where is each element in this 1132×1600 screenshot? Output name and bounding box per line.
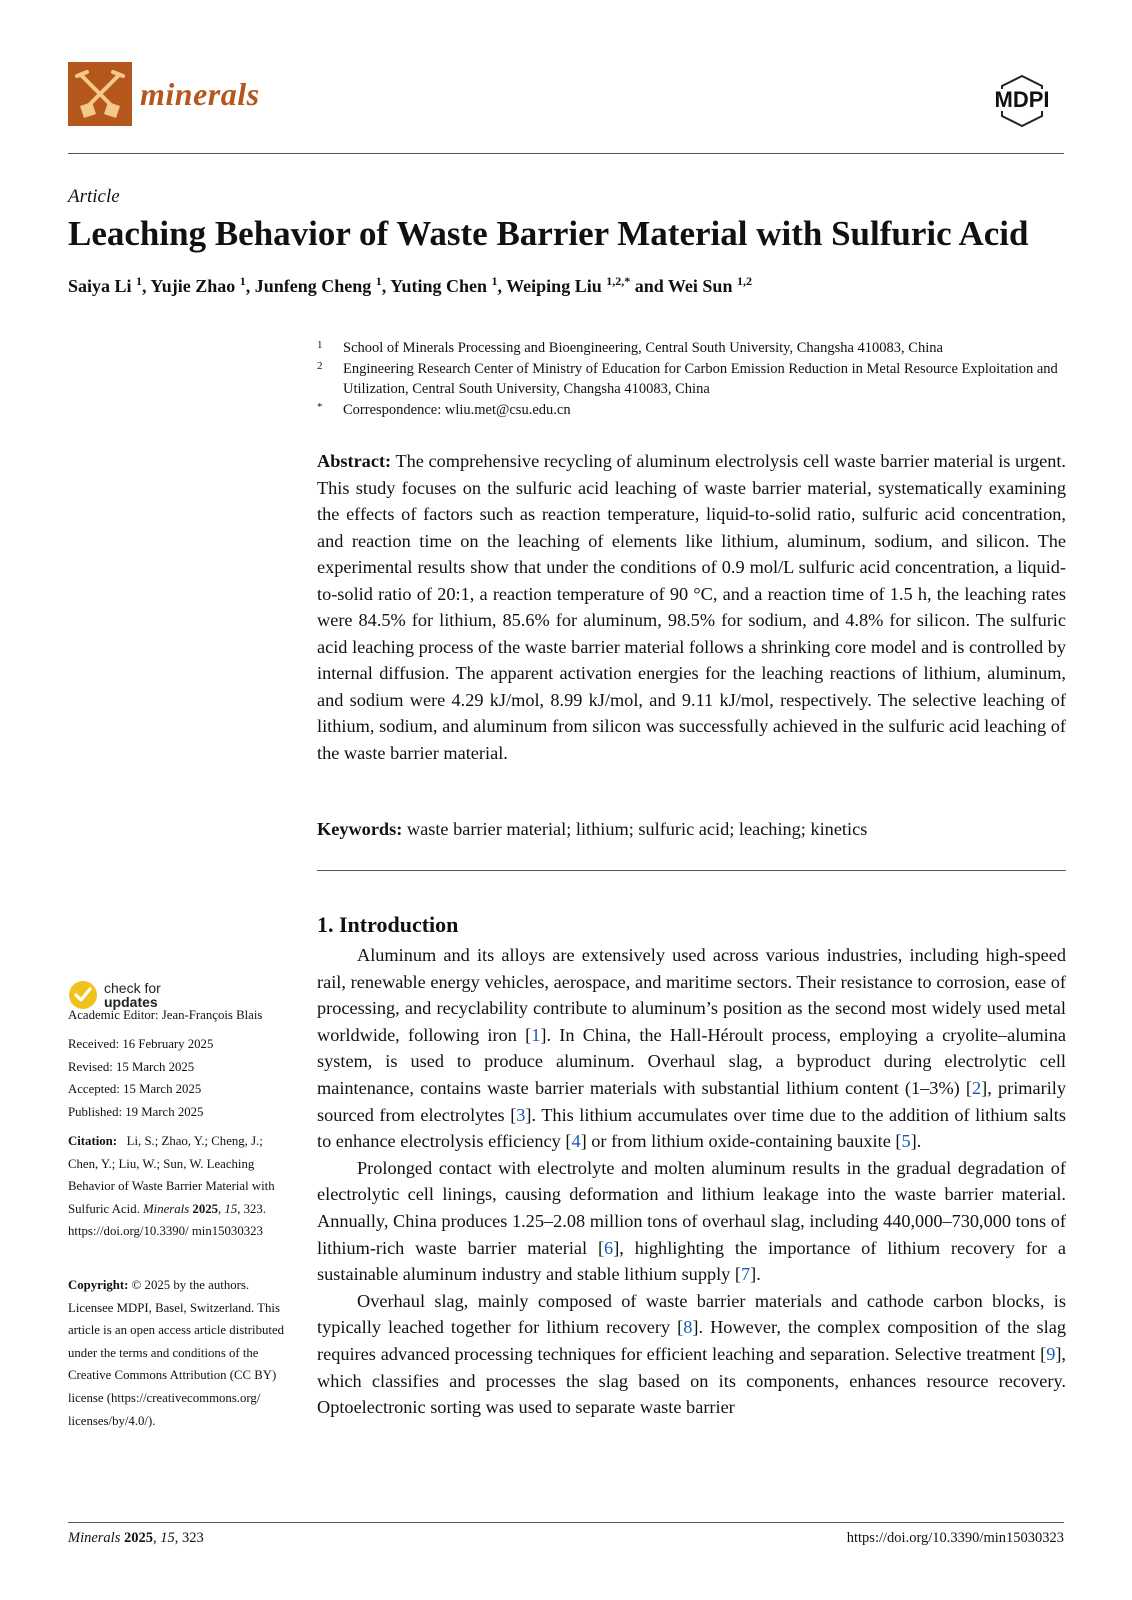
author-name[interactable]: Wei Sun xyxy=(667,276,737,296)
body-paragraph: Overhaul slag, mainly composed of waste barrier materials and cathode carbon blocks, is typically leached together for lithium recovery [8]. However, the complex composition of the slag requires advanced processing techniques for efficient leaching and separation. Selective treatment [9], which classifies and processes the slag based on its components, enhances resource recovery. Optoelectronic sorting was used to separate waste barrier xyxy=(317,1290,1067,1418)
published-date: Published: 19 March 2025 xyxy=(68,1104,204,1119)
author-affiliation-mark: 1 xyxy=(491,274,498,288)
author-affiliation-mark: 1,2 xyxy=(736,274,752,288)
affiliation-mark: 2 xyxy=(317,359,323,372)
footer-volume: 15 xyxy=(160,1530,175,1546)
reference-link[interactable]: 4 xyxy=(571,1131,581,1152)
affiliation-text: Engineering Research Center of Ministry of Education for Carbon Emission Reduction in Metal Resource Exploitation and Utilization, Central South University, Changsha 410083, China xyxy=(343,360,1058,397)
footer-citation: Minerals 2025, 15, 323 xyxy=(68,1530,204,1546)
section-body xyxy=(317,942,1066,1421)
reference-link[interactable]: 7 xyxy=(740,1264,751,1285)
copyright-text: © 2025 by the authors. Licensee MDPI, Basel, Switzerland. This article is an open access article distributed under the terms and conditions of the Creative Commons Attribution (CC BY) license (https://creativecommons.org/ licenses/by/4.0/). xyxy=(68,1278,285,1428)
keywords-text: waste barrier material; lithium; sulfuric acid; leaching; kinetics xyxy=(406,819,868,839)
journal-logo xyxy=(68,62,132,126)
reference-link[interactable]: 2 xyxy=(972,1077,982,1098)
crossed-shovels-icon xyxy=(68,62,132,126)
abstract xyxy=(317,448,1066,766)
affiliation-text: School of Minerals Processing and Bioengineering, Central South University, Changsha 410083, China xyxy=(343,340,943,356)
reference-link[interactable]: 9 xyxy=(1046,1343,1056,1364)
author-name[interactable]: Junfeng Cheng xyxy=(254,276,376,296)
body-paragraph: Aluminum and its alloys are extensively used across various industries, including high-speed rail, renewable energy vehicles, aerospace, and maritime sectors. Their resistance to corrosion, ease of processing, and recyclability contribute to aluminum’s position as the second most widely used metal worldwide, following iron [1]. In China, the Hall-Héroult process, employing a cryolite–alumina system, is used to produce aluminum. Overhaul slag, a byproduct during electrolytic cell maintenance, contains waste barrier materials with substantial lithium content (1–3%) [2], primarily sourced from electrolytes [3]. This lithium accumulates over time due to the addition of lithium salts to enhance electrolysis efficiency [4] or from lithium oxide-containing bauxite [5]. xyxy=(317,945,1067,1152)
accepted-date: Accepted: 15 March 2025 xyxy=(68,1082,202,1097)
mdpi-hexagon-icon xyxy=(980,74,1064,128)
article-title: Leaching Behavior of Waste Barrier Material with Sulfuric Acid xyxy=(68,214,1029,253)
header-divider xyxy=(68,153,1064,154)
affiliations xyxy=(317,338,1067,420)
affiliation-mark: * xyxy=(317,400,323,413)
mdpi-logo[interactable] xyxy=(980,74,1064,128)
affiliation-item xyxy=(317,338,1067,359)
footer-divider xyxy=(68,1522,1064,1523)
revised-date: Revised: 15 March 2025 xyxy=(68,1059,195,1074)
copyright-label: Copyright: xyxy=(68,1278,129,1292)
affiliation-mark: 1 xyxy=(317,339,323,351)
body-paragraph: Prolonged contact with electrolyte and molten aluminum results in the gradual degradation of electrolytic cell linings, causing deformation and lithium leakage into the waste barrier material. Annually, China produces 1.25–2.08 million tons of overhaul slag, including 440,000–730,000 tons of lithium-rich waste barrier material [6], highlighting the importance of lithium recovery for a sustainable aluminum industry and stable lithium supply [7]. xyxy=(317,1157,1066,1285)
citation-doi[interactable]: 323. https://doi.org/10.3390/ min15030323 xyxy=(68,1201,267,1239)
citation-label: Citation: xyxy=(68,1134,118,1148)
author-affiliation-mark: 1 xyxy=(239,274,246,288)
abstract-divider xyxy=(317,870,1066,871)
author-affiliation-mark: 1 xyxy=(136,274,143,288)
keywords xyxy=(317,816,1066,842)
author-name[interactable]: Yujie Zhao xyxy=(150,276,240,296)
author-name[interactable]: Saiya Li xyxy=(68,276,137,296)
reference-link[interactable]: 6 xyxy=(604,1237,614,1258)
check-for-label: check for xyxy=(104,980,161,996)
author-affiliation-mark: 1 xyxy=(375,274,382,288)
updates-label: updates xyxy=(104,994,158,1010)
article-type: Article xyxy=(68,186,120,207)
reference-link[interactable]: 5 xyxy=(901,1131,911,1152)
citation-journal: Minerals xyxy=(143,1201,190,1216)
copyright-block xyxy=(68,1274,294,1432)
footer-journal: Minerals xyxy=(68,1530,121,1546)
journal-name[interactable]: minerals xyxy=(140,76,260,112)
abstract-text: The comprehensive recycling of aluminum electrolysis cell waste barrier material is urgent. This study focuses on the sulfuric acid leaching of waste barrier material, systematically examining the effects of factors such as reaction temperature, liquid-to-solid ratio, sulfuric acid concentration, and reaction time on the leaching of elements like lithium, aluminum, sodium, and silicon. The experimental results show that under the conditions of 0.9 mol/L sulfuric acid concentration, a liquid-to-solid ratio of 20:1, a reaction temperature of 90 °C, and a reaction time of 1.5 h, the leaching rates were 84.5% for lithium, 85.6% for aluminum, 98.5% for sodium, and 4.8% for silicon. The sulfuric acid leaching process of the waste barrier material follows a shrinking core model and is controlled by internal diffusion. The apparent activation energies for the leaching reactions of lithium, aluminum, and sodium were 4.29 kJ/mol, 8.99 kJ/mol, and 9.11 kJ/mol, respectively. The selective leaching of lithium, sodium, and aluminum from silicon was successfully achieved in the sulfuric acid leaching of the waste barrier material. xyxy=(317,451,1066,763)
received-date: Received: 16 February 2025 xyxy=(68,1037,214,1051)
reference-link[interactable]: 3 xyxy=(516,1104,526,1125)
author-name[interactable]: Yuting Chen xyxy=(390,276,492,296)
academic-editor: Academic Editor: Jean-François Blais xyxy=(68,1008,263,1022)
citation-volume: 15 xyxy=(224,1201,238,1216)
author-affiliation-mark: 1,2,* xyxy=(606,274,631,288)
reference-link[interactable]: 1 xyxy=(531,1024,541,1045)
footer-article-no: 323 xyxy=(181,1530,204,1546)
footer-year: 2025 xyxy=(123,1530,153,1546)
footer-doi-link[interactable]: https://doi.org/10.3390/min15030323 xyxy=(846,1530,1064,1546)
publication-dates xyxy=(68,1033,294,1123)
author-list: Saiya Li $^1$, Yujie Zhao $^1$, Junfeng Cheng $^1$, Yuting Chen $^1$, Weiping Liu $^{1,2,*}$ and Wei Sun $^{1,2}$ xyxy=(68,274,752,296)
abstract-label: Abstract: xyxy=(317,451,392,471)
reference-link[interactable]: 8 xyxy=(683,1317,693,1338)
section-heading: 1. Introduction xyxy=(317,912,459,937)
citation-block: Citation: Li, S.; Zhao, Y.; Cheng, J.; Chen, Y.; Liu, W.; Sun, W. Leaching Behavior of Waste Barrier Material with Sulfuric Acid. Minerals 2025, 15, 323. https://doi.org/10.3390/ min15030323 xyxy=(68,1134,275,1239)
affiliation-item xyxy=(317,400,1067,421)
keywords-label: Keywords: xyxy=(317,819,403,839)
citation-authors-title: Li, S.; Zhao, Y.; Cheng, J.; Chen, Y.; Liu, W.; Sun, W. Leaching Behavior of Waste Barrier Material with Sulfuric Acid. xyxy=(68,1134,275,1216)
affiliation-item xyxy=(317,359,1067,400)
affiliation-text: Correspondence: wliu.met@csu.edu.cn xyxy=(343,401,571,418)
author-name[interactable]: Weiping Liu xyxy=(506,276,607,296)
mdpi-text: MDPI xyxy=(994,87,1050,112)
citation-year: 2025 xyxy=(192,1201,219,1216)
